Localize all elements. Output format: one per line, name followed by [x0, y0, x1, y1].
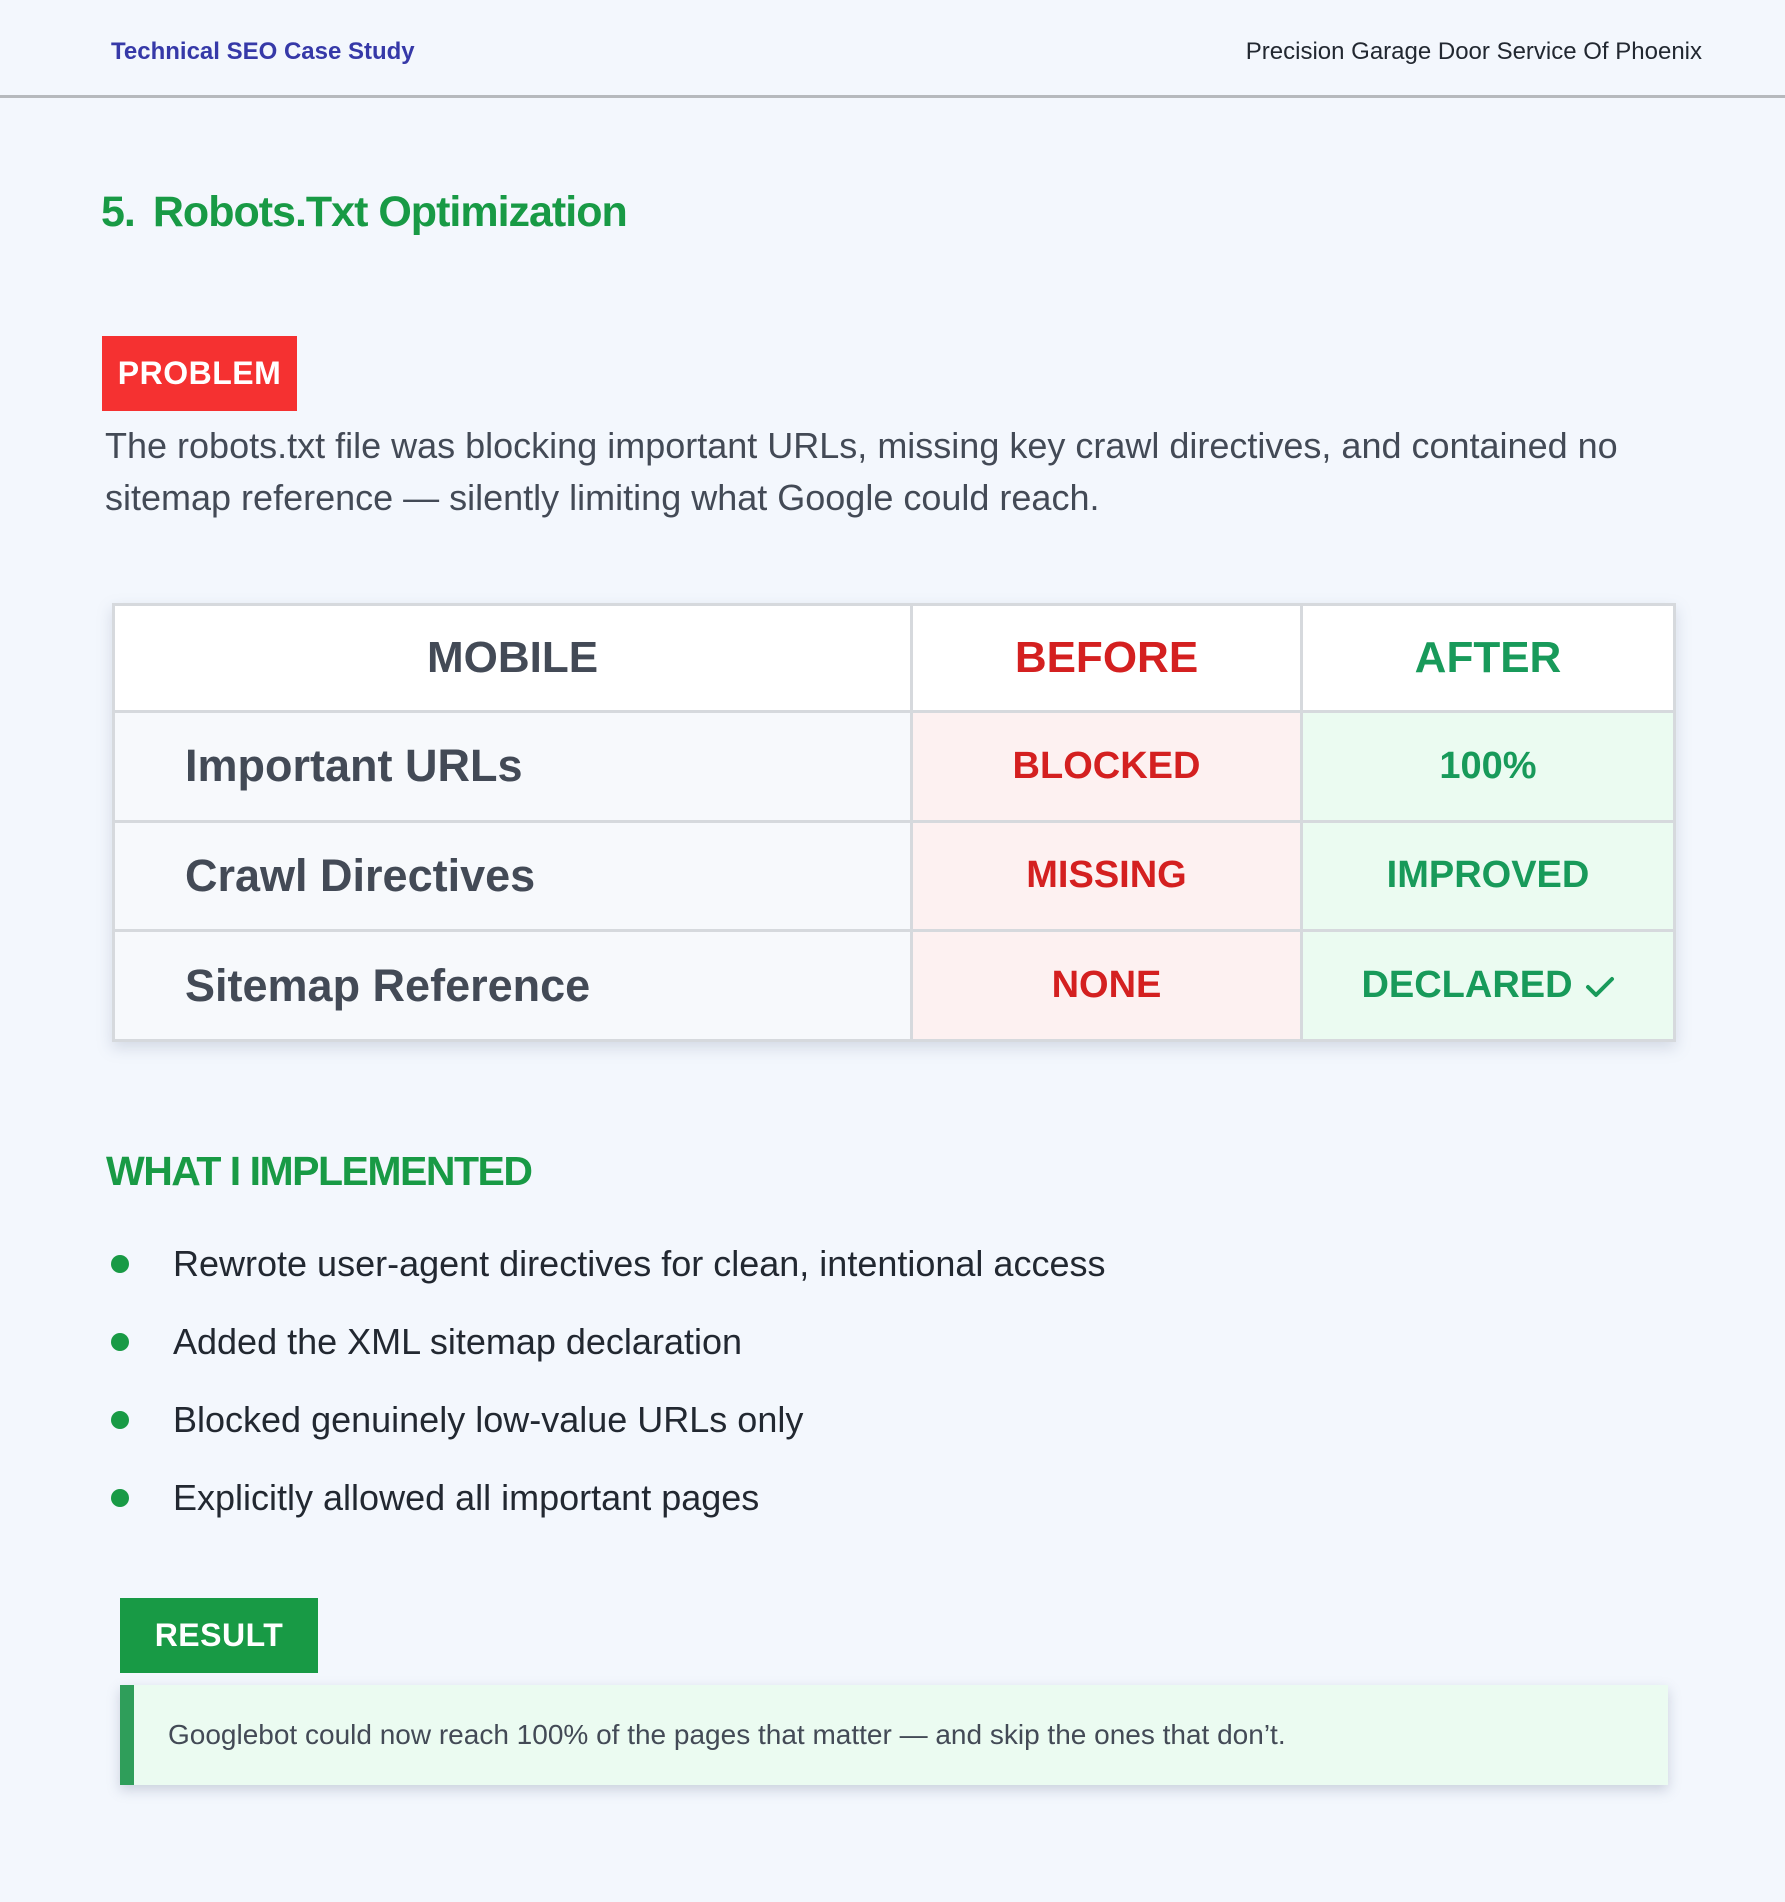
- row-label: Important URLs: [114, 712, 912, 822]
- problem-badge: PROBLEM: [102, 336, 297, 411]
- list-item: [111, 1225, 1105, 1303]
- comparison-table: [112, 603, 1676, 1042]
- header-before: BEFORE: [912, 605, 1302, 712]
- bullet-dot-icon: [111, 1255, 129, 1273]
- after-value-declared: [1302, 931, 1675, 1041]
- result-callout: [120, 1685, 1668, 1785]
- case-study-label: Technical SEO Case Study: [111, 38, 415, 65]
- before-value: MISSING: [912, 821, 1302, 931]
- section-title-text: Robots.Txt Optimization: [152, 188, 627, 236]
- table-row: [114, 712, 1675, 822]
- bullet-dot-icon: [111, 1411, 129, 1429]
- list-item-text: Rewrote user-agent directives for clean, intentional access: [173, 1243, 1106, 1284]
- result-text: Googlebot could now reach 100% of the pages that matter — and skip the ones that don’t.: [168, 1719, 1286, 1750]
- implemented-title: WHAT I IMPLEMENTED: [106, 1148, 532, 1194]
- before-value: BLOCKED: [912, 712, 1302, 822]
- list-item-text: Added the XML sitemap declaration: [173, 1321, 743, 1362]
- after-value: 100%: [1302, 712, 1675, 822]
- table-row: [114, 821, 1675, 931]
- table-header-row: [114, 605, 1675, 712]
- list-item-text: Explicitly allowed all important pages: [173, 1477, 760, 1518]
- list-item: [111, 1381, 1105, 1459]
- problem-description: The robots.txt file was blocking important URLs, missing key crawl directives, and contained no sitemap reference — silently limiting what Google could reach.: [105, 425, 1618, 518]
- list-item: [111, 1303, 1105, 1381]
- after-value: IMPROVED: [1302, 821, 1675, 931]
- page-header: [0, 0, 1785, 98]
- table-row: [114, 931, 1675, 1041]
- header-after: AFTER: [1302, 605, 1675, 712]
- after-value-text: DECLARED: [1361, 964, 1573, 1007]
- client-name: Precision Garage Door Service Of Phoenix: [1245, 38, 1702, 65]
- bullet-dot-icon: [111, 1333, 129, 1351]
- list-item: [111, 1459, 1105, 1537]
- section-number: 5.: [101, 188, 135, 236]
- before-value: NONE: [912, 931, 1302, 1041]
- implemented-list: [111, 1225, 1105, 1537]
- section-title: [101, 188, 627, 237]
- row-label: Crawl Directives: [114, 821, 912, 931]
- checkmark-icon: [1585, 975, 1615, 999]
- row-label: Sitemap Reference: [114, 931, 912, 1041]
- bullet-dot-icon: [111, 1489, 129, 1507]
- result-badge: RESULT: [120, 1598, 318, 1673]
- header-mobile: MOBILE: [114, 605, 912, 712]
- list-item-text: Blocked genuinely low-value URLs only: [173, 1399, 804, 1440]
